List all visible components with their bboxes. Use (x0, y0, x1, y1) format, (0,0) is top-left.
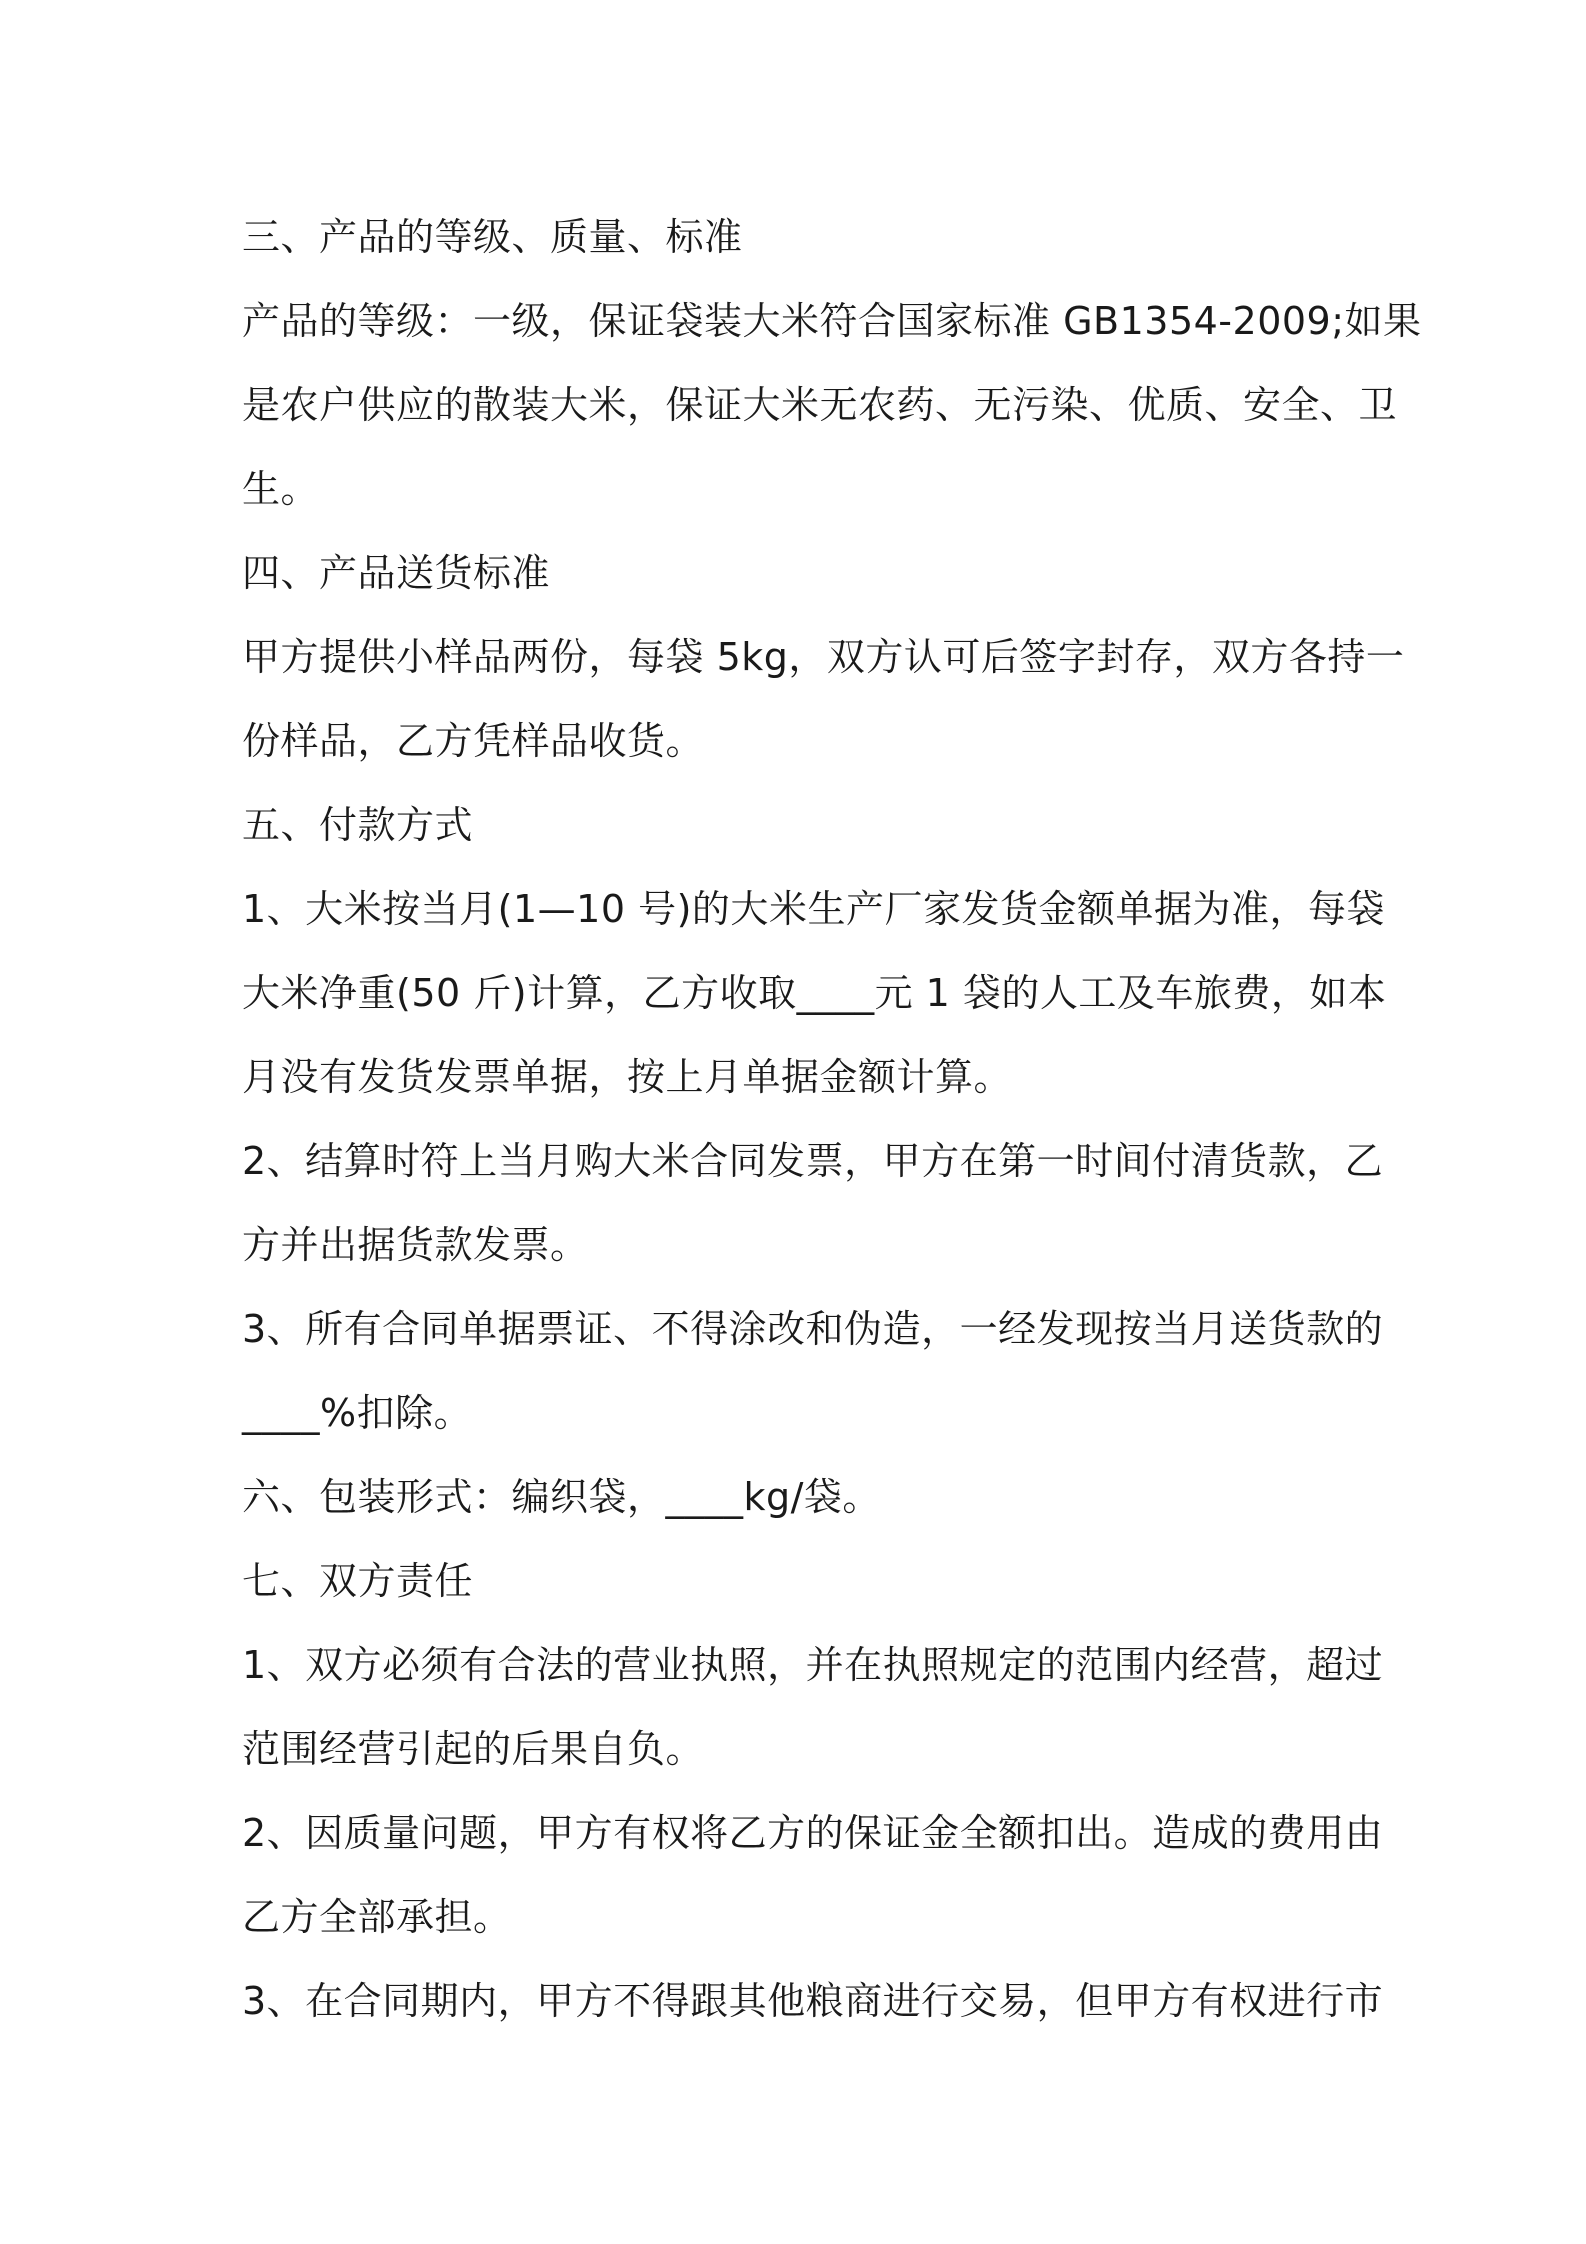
paragraph-line: 甲方提供小样品两份，每袋 5kg，双方认可后签字封存，双方各持一 (242, 635, 1405, 679)
paragraph-line: 份样品，乙方凭样品收货。 (242, 719, 705, 763)
section-heading: 三、产品的等级、质量、标准 (242, 215, 743, 259)
paragraph-line: 乙方全部承担。 (242, 1895, 512, 1939)
paragraph-line: 范围经营引起的后果自负。 (242, 1727, 705, 1771)
paragraph-line: 生。 (242, 467, 320, 511)
paragraph-line: 3、所有合同单据票证、不得涂改和伪造，一经发现按当月送货款的 (242, 1307, 1384, 1351)
paragraph-line: 是农户供应的散装大米，保证大米无农药、无污染、优质、安全、卫 (242, 383, 1398, 427)
paragraph-line: ____%扣除。 (242, 1391, 473, 1435)
section-heading: 四、产品送货标准 (242, 551, 551, 595)
paragraph-line: 大米净重(50 斤)计算，乙方收取____元 1 袋的人工及车旅费，如本 (242, 971, 1387, 1015)
section-heading: 七、双方责任 (242, 1559, 474, 1603)
paragraph-line: 产品的等级：一级，保证袋装大米符合国家标准 GB1354-2009;如果 (242, 299, 1422, 343)
paragraph-line: 2、结算时符上当月购大米合同发票，甲方在第一时间付清货款，乙 (242, 1139, 1384, 1183)
paragraph-line: 1、双方必须有合法的营业执照，并在执照规定的范围内经营，超过 (242, 1643, 1384, 1687)
paragraph-line: 3、在合同期内，甲方不得跟其他粮商进行交易，但甲方有权进行市 (242, 1979, 1384, 2023)
paragraph-line: 1、大米按当月(1—10 号)的大米生产厂家发货金额单据为准，每袋 (242, 887, 1385, 931)
section-heading: 六、包装形式：编织袋，____kg/袋。 (242, 1475, 881, 1519)
contract-page (242, 195, 1422, 2043)
paragraph-line: 2、因质量问题，甲方有权将乙方的保证金全额扣出。造成的费用由 (242, 1811, 1384, 1855)
section-heading: 五、付款方式 (242, 803, 474, 847)
paragraph-line: 方并出据货款发票。 (242, 1223, 589, 1267)
paragraph-line: 月没有发货发票单据，按上月单据金额计算。 (242, 1055, 1013, 1099)
